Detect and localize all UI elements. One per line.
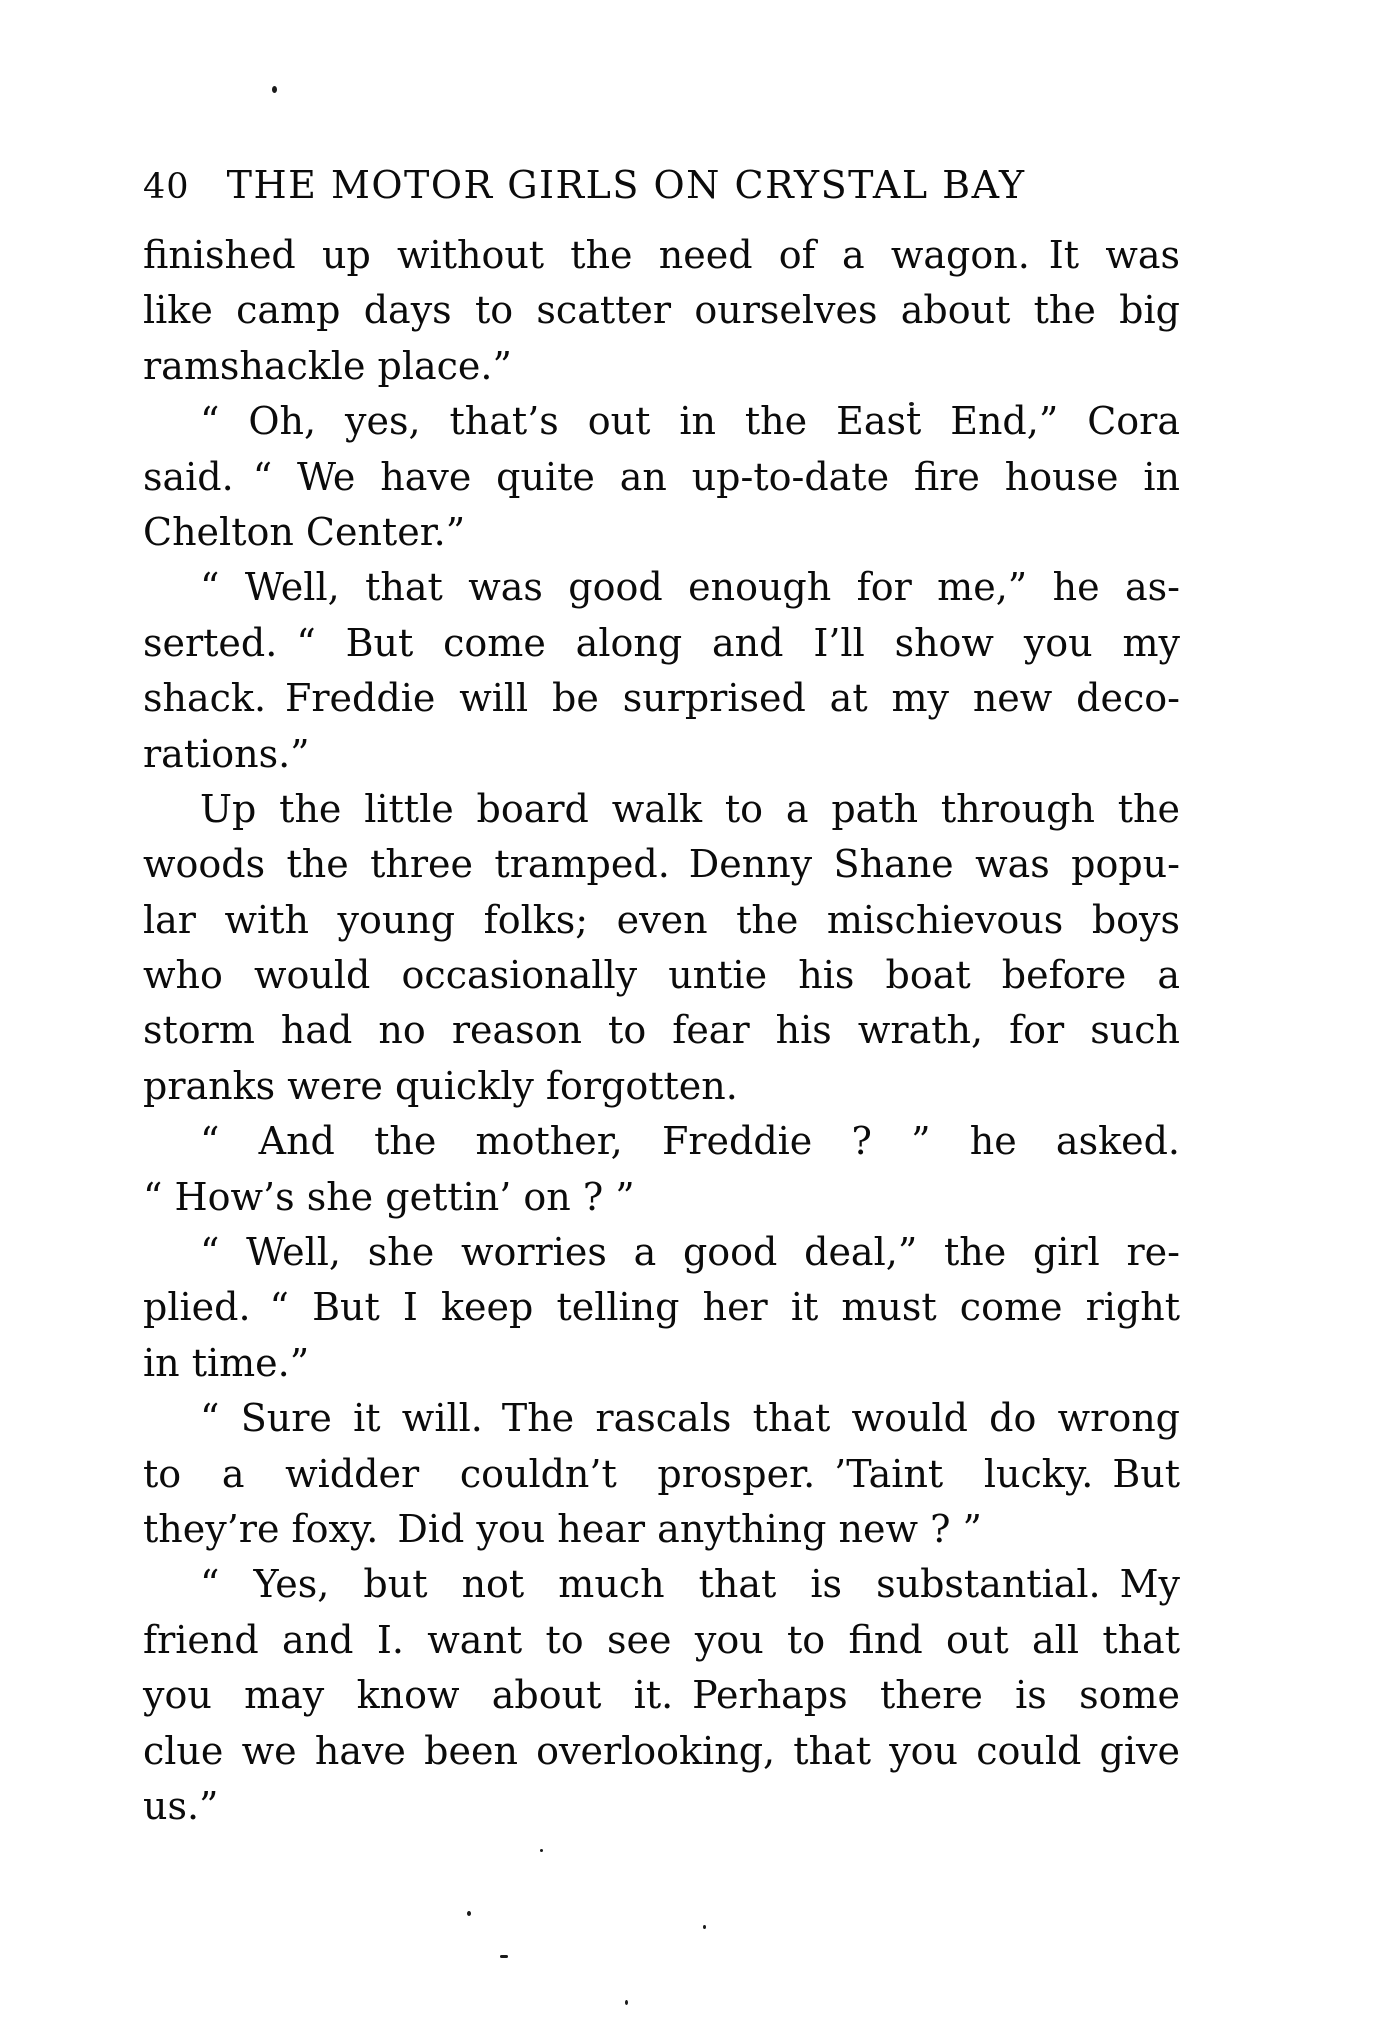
scan-speck (272, 86, 277, 93)
text-line: “ And the mother, Freddie ? ” he asked. (200, 1119, 1180, 1164)
text-line: who would occasionally untie his boat before a (143, 953, 1180, 998)
text-line: pranks were quickly forgotten. (143, 1063, 738, 1108)
text-line: Chelton Center.” (143, 509, 466, 554)
text-line: clue we have been overlooking, that you could give (143, 1728, 1180, 1773)
text-line: “ How’s she gettin’ on ? ” (143, 1174, 635, 1219)
text-line: “ Yes, but not much that is substantial. My (200, 1562, 1180, 1607)
page-text-column (143, 228, 1180, 1834)
text-line: serted. “ But come along and I’ll show you my (143, 620, 1180, 665)
text-line: shack. Freddie will be surprised at my new deco- (143, 676, 1180, 721)
text-line: friend and I. want to see you to find out all that (143, 1617, 1180, 1662)
text-line: in time.” (143, 1340, 310, 1385)
text-line: finished up without the need of a wagon. It was (143, 233, 1180, 277)
running-title: THE MOTOR GIRLS ON CRYSTAL BAY (226, 163, 1026, 207)
text-line: plied. “ But I keep telling her it must come right (143, 1285, 1180, 1330)
text-line: “ Well, she worries a good deal,” the girl re- (200, 1230, 1180, 1275)
text-line: “ Well, that was good enough for me,” he as- (200, 565, 1180, 610)
text-line: “ Sure it will. The rascals that would do wrong (200, 1396, 1180, 1441)
text-line: storm had no reason to fear his wrath, for such (143, 1008, 1180, 1053)
text-line: lar with young folks; even the mischievous boys (143, 897, 1180, 942)
scan-speck (540, 1849, 543, 1852)
text-line: us.” (143, 1783, 219, 1828)
scan-speck (500, 1955, 508, 1958)
text-line: ramshackle place.” (143, 343, 512, 388)
text-line: to a widder couldn’t prosper. ’Taint lucky. But (143, 1451, 1180, 1496)
page-number: 40 (143, 167, 190, 207)
scan-speck (625, 2000, 628, 2005)
text-line: woods the three tramped. Denny Shane was popu- (143, 842, 1180, 887)
text-line: rations.” (143, 731, 310, 776)
page-header (143, 163, 1180, 207)
scan-speck (467, 1911, 471, 1916)
text-line: they’re foxy. Did you hear anything new ? ” (143, 1506, 982, 1551)
text-line: “ Oh, yes, that’s out in the East End,” Cora (200, 399, 1180, 444)
text-line: Up the little board walk to a path through the (200, 786, 1180, 831)
scan-speck (703, 1925, 706, 1929)
text-line: you may know about it. Perhaps there is some (143, 1673, 1180, 1718)
text-line: like camp days to scatter ourselves about the big (143, 288, 1180, 333)
text-line: said. “ We have quite an up-to-date fire house in (143, 454, 1180, 499)
